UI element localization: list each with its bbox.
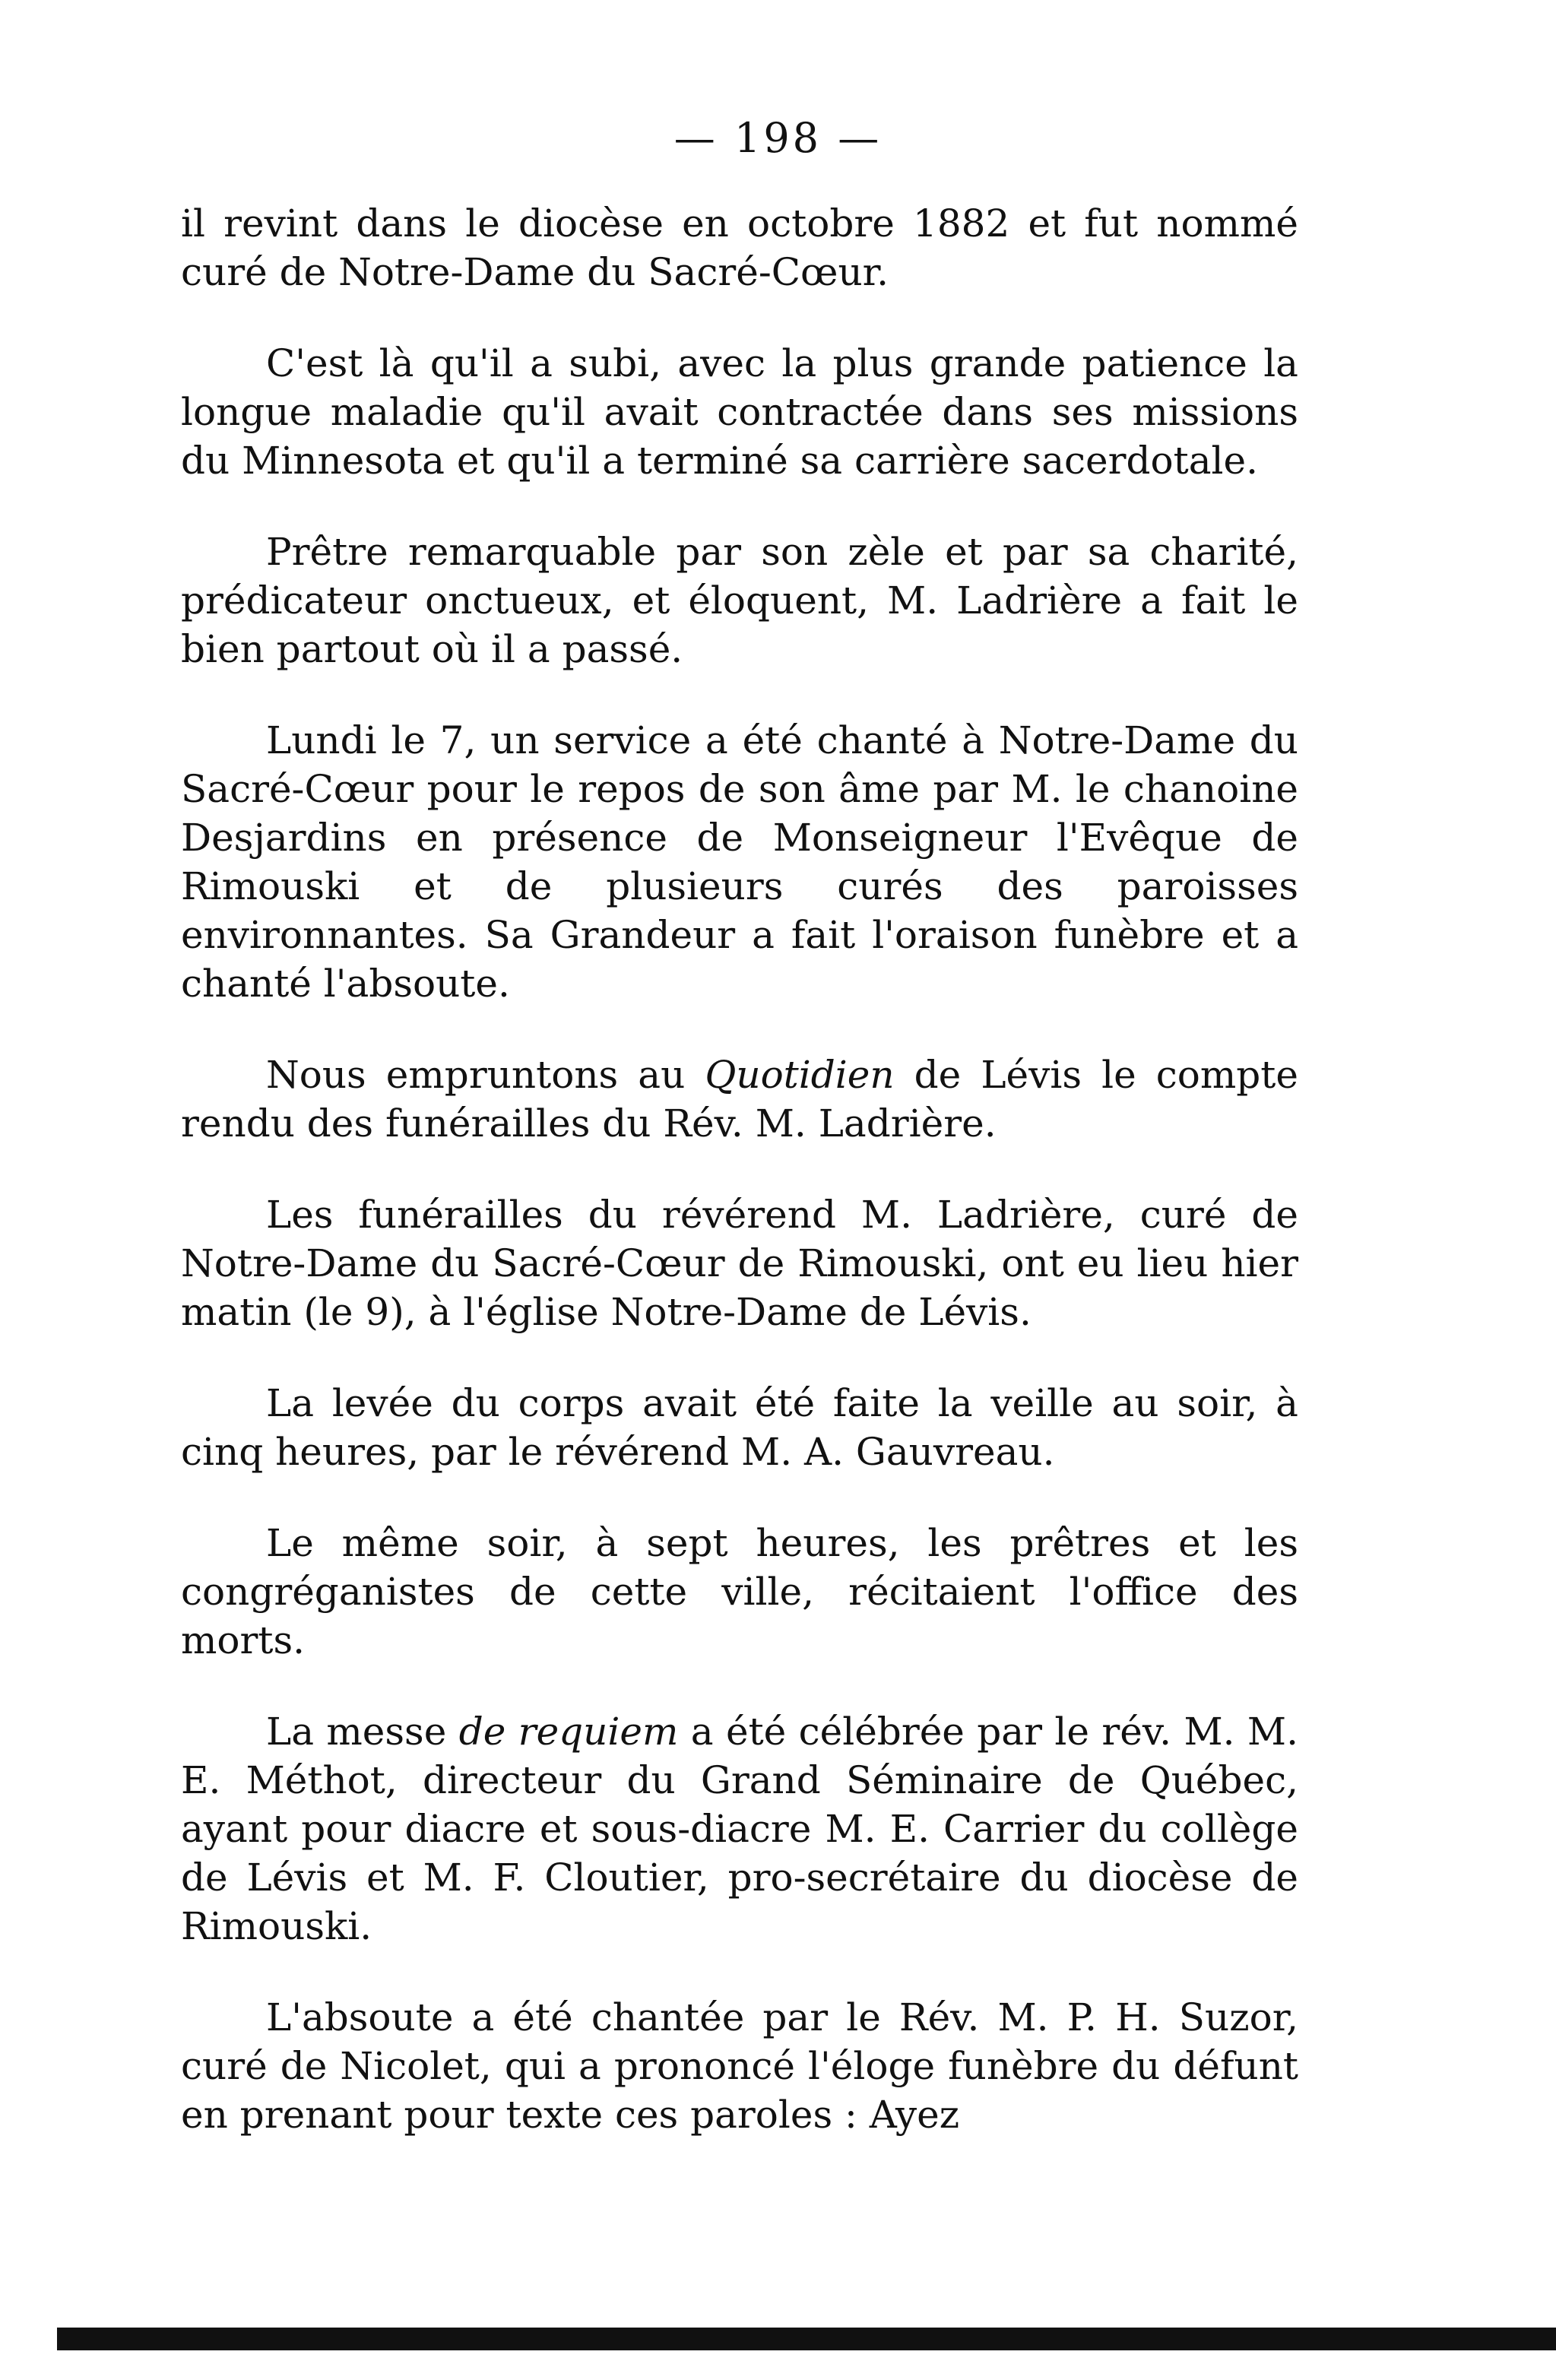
bottom-scan-border xyxy=(57,2328,1556,2350)
body-text xyxy=(181,199,1298,2182)
paragraph-text: Nous empruntons au xyxy=(266,1053,705,1097)
paragraph-text: La messe xyxy=(266,1710,459,1754)
paragraph: Prêtre remarquable par son zèle et par sa charité, prédicateur onctueux, et éloquent, M. Ladrière a fait le bien partout où il a passé. xyxy=(181,530,1298,671)
paragraph-text: a été célébrée par le rév. M. M. E. Méthot, directeur du Grand Séminaire de Québec, ayant pour diacre et sous-diacre M. E. Carrier du collège de Lévis et M. F. Cloutier, pro-secrétaire du diocèse de Rimouski. xyxy=(181,1710,1299,1948)
paragraph: La levée du corps avait été faite la veille au soir, à cinq heures, par le révérend M. A. Gauvreau. xyxy=(181,1381,1298,1474)
paragraph: L'absoute a été chantée par le Rév. M. P. H. Suzor, curé de Nicolet, qui a prononcé l'éloge funèbre du défunt en prenant pour texte ces paroles : Ayez xyxy=(181,1995,1298,2137)
newspaper-title: Quotidien xyxy=(705,1053,895,1097)
paragraph xyxy=(181,1707,1298,1951)
page-number: — 198 — xyxy=(673,114,883,162)
paragraph-text: de Lévis le compte rendu des funérailles du Rév. M. Ladrière. xyxy=(181,1053,1298,1146)
paragraph: il revint dans le diocèse en octobre 1882 et fut nommé curé de Notre-Dame du Sacré-Cœur. xyxy=(181,201,1298,294)
paragraph: C'est là qu'il a subi, avec la plus grande patience la longue maladie qu'il avait contractée dans ses missions du Minnesota et qu'il a terminé sa carrière sacerdotale. xyxy=(181,341,1298,483)
paragraph: Le même soir, à sept heures, les prêtres et les congréganistes de cette ville, récitaient l'office des morts. xyxy=(181,1521,1298,1662)
italic-phrase: de requiem xyxy=(458,1710,679,1754)
paragraph: Lundi le 7, un service a été chanté à Notre-Dame du Sacré-Cœur pour le repos de son âme par M. le chanoine Desjardins en présence de Monseigneur l'Evêque de Rimouski et de plusieurs curés des paroisses environnantes. Sa Grandeur a fait l'oraison funèbre et a chanté l'absoute. xyxy=(181,718,1298,1006)
paragraph: Les funérailles du révérend M. Ladrière, curé de Notre-Dame du Sacré-Cœur de Rimouski, ont eu lieu hier matin (le 9), à l'église Notre-Dame de Lévis. xyxy=(181,1193,1298,1334)
paragraph xyxy=(181,1051,1298,1148)
